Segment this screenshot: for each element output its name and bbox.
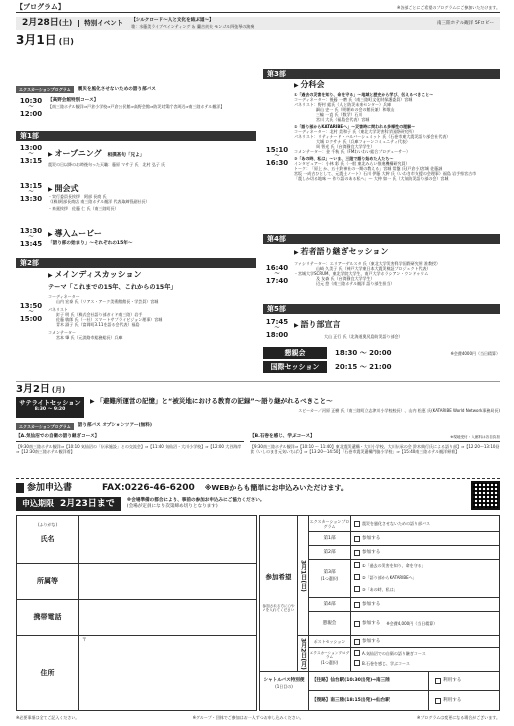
s3-l4: 「震しか切る地味 〜 作り語のある私へ」〜 大仲 如一 氏（大気防災語り部の会）宮城 [294,175,449,181]
satellite-title: 「避難所運営の記憶」と“被災地における教育の記録”〜語り継がれるべきこと〜 [96,397,333,405]
feb28-row [16,17,500,30]
apply-fax: FAX:0226-46-6200 [102,482,195,493]
s1-option: ①「過去の災害を知り、命を守る」 [362,562,426,568]
mar2-dow: (月) [51,386,66,394]
courseA-checkbox[interactable] [354,650,360,656]
opening-desc: 震災の日以降のお時後句った天職：藤原 マサ子 氏 北村 弘子 氏 [48,161,166,167]
excursion-header [16,85,256,94]
part2-p1: 釘子 明 氏（株式会社語り部ガイド南三陸）岩手 [56,312,143,318]
excursion-time-start: 10:30 [19,97,43,105]
ceremony-l3: ・来賓挨拶 佐藤 仁 氏（南三陸町長） [48,205,119,211]
address-input[interactable] [79,636,256,710]
cut-line [16,478,500,479]
name-label-cell [17,516,79,564]
satellite-row [16,397,500,418]
satellite-box [16,397,84,418]
satellite-time: 8:30 〜 9:20 [34,407,66,413]
ceremony-l2: （(株)阿部長商店 南三陸ホテル観洋 代表取締役副社長） [48,198,150,204]
part4-l2: 山崎 久美子 氏（神戸大学東日本大震災検証プロジェクト代表） [316,265,431,271]
shuttle-back-use: 利用する [443,697,462,703]
special-event-label: 特別イベント [78,20,123,28]
part2-p3: 青木 淑子 氏（富岡町3.11を語る会代表）福島 [56,322,140,328]
phone-label: 携帯電話 [33,613,62,622]
footer-notes [16,715,500,720]
movie-sub: 「語り部の始まり」〜それぞれの15年〜 [48,240,133,246]
feb28-venue: 南三陸ホテル観洋 5Fロビー [436,20,494,26]
intl-row [263,361,500,373]
postsession-join: 参加する [362,638,381,644]
exc2-label: エクスカーションプログラム [309,651,350,660]
part2-comment: 宮本 肇 氏（元淡路市総務総長）兵庫 [56,335,123,341]
s3-option: ③「あの時、私は」 [362,586,398,592]
wish-note: 参加される方に○や✓を入れてください [262,603,295,613]
movie-time: 13:30 〜 13:45 [19,227,43,248]
org-label-cell [17,564,79,600]
wish-label: 参加希望 [265,573,292,581]
row-shuttle [260,671,499,710]
excursion-time-end: 12:00 [19,109,43,118]
s3-title: ③「あの時、私は」〜いま、三陸で語り始めた人たち〜 [294,155,394,161]
mar2-date: 3月2日 [16,384,50,395]
part2-label: 第2部 [309,546,351,560]
phone-input[interactable] [79,600,256,636]
s1-l3: 細山 史一 氏（明朝めの会の館長兼）和歌山 [316,106,395,112]
intl-label: 国際セッション [263,361,327,373]
bullet-icon: ▶ [294,249,299,256]
opening-time-end: 13:15 [19,156,43,165]
s1-l4: 三輪 一直 氏（数学）石川 [316,111,363,117]
shuttle-go: 【往路】仙台駅(10:30出発)⇒南三陸 [309,672,429,691]
party-time: 18:30 〜 20:00 [335,348,392,357]
mar2-heading [16,384,65,396]
excursion-desc: 【南三陸ホテル観洋⇒戸倉小学校⇒戸倉公民館⇒高野会館⇒防災対策庁舎周辺⇒南三陸ホテル観洋】 [48,103,225,109]
ceremony-title: 開会式 [54,184,79,193]
part3-label: 第3部 [323,570,336,575]
s2-option: ②「語り部からKATARIBEへ」 [362,574,417,580]
part3-header: 第3部 [263,69,500,79]
part4-checkbox[interactable] [354,602,360,608]
s3-l3: 宮坂 一成吉ひとして、元震士ノート）石川 伊藤 大幹 氏（いわき市支援の会理事）福島 岩手県宮古市 [294,170,477,176]
party-checkbox[interactable] [354,621,360,627]
bullet-icon: ▶ [90,398,95,405]
opening-body [48,149,256,167]
program-header [16,3,500,13]
courseB-title: 【B.石巻を感じ、学ぶコース】 [250,434,315,439]
ceremony-time: 13:15 〜 13:30 [19,182,43,203]
movie-title: 導入ムービー [54,229,102,238]
mar2-day-cell: 3月2日(月) [298,636,309,671]
footer-note2: ※グループ・団体でご参加はお一人ずつお申し込みください。 [192,715,304,720]
part3-time-end: 16:30 [265,158,289,167]
party-form-label: 懇親会 [309,612,351,636]
s1-l5: 宮川 大氏（福島会代表）宮城 [316,116,370,122]
deadline-note1: ※会場準備の都合により、事前の参加お申込みにご協力ください。 [126,498,265,504]
personal-info-form [16,515,257,711]
deadline-date: 2月23日まで [60,498,115,509]
shuttle-note: (1日目の) [275,683,293,689]
excursion-body [48,98,256,109]
exc-label: エクスカーションプログラム [309,516,351,532]
part3-body [294,80,500,181]
mar2-exc-label: エクスカーションプログラム [16,423,74,430]
phone-label-cell [17,600,79,636]
bullet-icon: ▶ [294,322,299,329]
part3-time: 15:10 〜 16:30 [265,146,289,167]
mar1-date: 3月1日 [16,33,57,47]
part2-theme: テーマ「これまでの15年、これからの15年」 [48,283,177,291]
part3-time-start: 15:10 [265,146,289,154]
row-part3 [309,560,499,598]
courseB-desc: 【9:30南三陸ホテル観洋⇒【10:10 〜 11:40】東北震災遺構・大川小学校、大川伝承の会 鈴木典行氏による語り部】⇒【12:20〜13:10昼食（いしのまき元気いちば）】⇒【13:20〜14:50】「石巻市震災遺構門脇小学校」⇒【15:40南三陸ホテル観洋帰着】 [250,443,500,454]
part2-join: 参加する [362,549,381,555]
part4-l5: 辺元 悠（南三陸ホテル観洋 語り部生担当） [316,280,395,286]
part4-label: 第4部 [309,598,351,612]
party-row [263,347,500,359]
satellite-speakers: スピーカー／河原 正樹 氏（南三陸町立志津川小学校校長）、山内 松恵 氏(KATARIBE World Network事務局長) [298,407,500,413]
postsession-label: ポストセッション [309,636,351,648]
org-input[interactable] [79,564,256,600]
movie-time-start: 13:30 [19,227,43,235]
party-label: 懇親会 [263,347,327,359]
s2-title: ②「語り部からKATARIBEへ」〜災害時に問われる多様性の理解〜 [294,123,416,129]
row-postsession [309,636,499,648]
ceremony-l1: ・実行委員長挨拶 阿部 長商 氏 [48,193,107,199]
row-part2 [309,546,499,560]
satellite-label: サテライトセッション [19,400,81,407]
apply-marker-icon [16,483,24,493]
deadline-note2: (会場が定員になり次第締め切りとなります) [126,504,218,509]
excursion-course: 【高野会館特別コース】 [48,98,99,103]
part5-body [294,320,500,339]
part4-l3: ・宮城大学SCRUM、東北学院大学生、南戸大学ホラシアン・ウンドゥリム [294,270,429,276]
courseB-option: B.石巻を感じ、学ぶコース [362,660,410,666]
footer-note1: ※必要事項は全てご記入ください。 [16,715,80,720]
row-exc [309,516,499,532]
excursion-title: 震災を風化させないための語り部バス [77,86,156,92]
bullet-icon: ▶ [48,186,53,193]
wish-label-cell [260,516,298,671]
part2-time-end: 15:00 [19,314,43,323]
part1-header: 第1部 [16,131,256,141]
courseB-box [250,434,500,454]
part4-join: 参加する [362,601,381,607]
part4-body [294,247,500,286]
part5-time-start: 17:45 [265,318,289,326]
s2-l4: 周 智光 氏（台湾静宜大学学生） [316,143,375,149]
row-party [309,612,499,636]
row-exc2 [309,648,499,671]
shuttle-go-use: 利用する [443,678,462,684]
part1-label: 第1部 [309,532,351,546]
part5-header: 第5部 [263,304,500,314]
shuttle-back-checkbox[interactable] [435,698,441,704]
s2-l2: パネリスト：リティナード・ハルバーシュミット 氏（石巻市東大震災語り部会社代表） [294,133,451,139]
part2-time-start: 13:50 [19,302,43,310]
part4-header: 第4部 [263,234,500,244]
exc2-note: (1つ選択) [320,659,339,665]
part4-l1: ファシリテーター：エリアーゲルスタ 氏（東北大学災害科学国際研究所 准教授） [294,260,441,266]
opening-title: オープニング [54,149,102,158]
s2-l1: コーディネーター：北村 美和子 氏（東北大学災害科学国際研究所） [294,128,417,134]
shuttle-back: 【復路】南三陸(18:15出発)⇒仙台駅 [309,691,429,710]
deadline-row [16,497,466,511]
furigana-label: (ふりがな) [37,522,58,527]
intl-time: 20:15 〜 21:00 [335,362,392,371]
org-label: 所属等 [37,577,58,586]
part4-time: 16:40 〜 17:40 [265,264,289,285]
s1-l2: パネリスト：野村 総氏（人と防災未来センター）兵庫 [294,101,392,107]
part5-time-end: 18:00 [265,330,289,339]
apply-label: 参加申込書 [27,482,73,493]
part1-checkbox[interactable] [354,536,360,542]
party-form-note: ※会費4,000円（当日精算） [386,621,438,626]
postsession-checkbox[interactable] [354,639,360,645]
row-part4 [309,598,499,612]
s1-title: ①「過去の災害を知り、命を守る」〜地域と歴史から学び、伝えるべきこと〜 [294,91,434,97]
s3-l2: トーク：「原上 か、五十鈴神社の一期の教える」宮城 常盤 氏(戸倉小)宮城 佐藤誠 [294,165,443,171]
address-label-cell [17,636,79,710]
part2-panel-label: パネリスト [48,307,68,313]
qr-code-icon[interactable] [471,481,500,510]
part3-title: 分科会 [300,80,325,89]
apply-header [16,482,466,494]
part5-title: 語り部宣言 [300,320,341,329]
row-part1 [309,532,499,546]
ceremony-body [48,184,256,211]
bullet-icon: ▶ [48,231,53,238]
shuttle-label: シャトルバス特別便 [263,678,305,683]
excursion-time: 10:30 〜 12:00 [19,97,43,118]
feb28-date: 2月28日 [22,18,59,29]
part2-body [48,270,256,340]
postal-mark: 〒 [82,638,87,643]
part2-coord: 山内 宏泰 氏（リアス・アーク美術館館長・学芸員）宮城 [56,299,159,305]
part4-title: 若者語り継ぎセッション [300,247,389,256]
deadline-label: 申込期限 [22,499,54,509]
opening-time-start: 13:00 [19,144,43,152]
part2-p2: 佐藤 敏郎 氏（一社）スマートサプライビジョン理事）宮城 [56,317,163,323]
courseA-box [16,434,244,454]
program-label: 【プログラム】 [16,3,65,12]
mar1-heading [16,33,74,47]
party-note: ※会費4000円（当日精算） [450,350,500,356]
part2-header: 第2部 [16,258,256,268]
movie-body [48,229,256,247]
s1-l1: コーディネーター：後藤 一磨 氏（南三陸町文化財保護委員）宮城 [294,96,413,102]
part2-checkbox[interactable] [354,550,360,556]
part2-time: 13:50 〜 15:00 [19,302,43,323]
s2-l3: 大城 ロクサナ 氏（兵庫フォーンコミュニティ代表） [316,138,410,144]
part4-time-end: 17:40 [265,276,289,285]
feb28-title: 【シルクロード〜人と文化を結ぶ道〜】 [131,18,214,24]
opening-time: 13:00 〜 13:15 [19,144,43,165]
mar2-exc-title: 語り部バス オプションツアー(無料) [77,423,152,429]
part5-time: 17:45 〜 18:00 [265,318,289,339]
courseB-checkbox[interactable] [354,660,360,666]
exc-option: 震災を風化させないための語り部バス [362,521,430,526]
movie-time-end: 13:45 [19,239,43,248]
mar1-dow: (日) [58,37,74,46]
excursion-label: エクスカーションプログラム [16,86,74,93]
part5-l1: 大山 正行 氏（北海道奥尻島防災語り部会） [324,333,403,339]
bullet-icon: ▶ [48,151,53,158]
part4-time-start: 16:40 [265,264,289,272]
part2-title: メインディスカッション [54,270,142,279]
courseA-option: A.気仙沼での自衛の語り継ぎコース [362,650,426,656]
participation-form [259,515,500,711]
ceremony-time-start: 13:15 [19,182,43,190]
feb28-detail: 歌：水藤美ライブペインティング ＆ 蘭吉貞夫 モンゴル四弦琴の演奏 [131,23,255,29]
deadline-box [16,497,121,511]
feb28-dow: (土) [58,19,73,28]
s2-l5: コメンテーター：金 千秋 氏（FMわいわい総合プロデューサー） [294,148,411,154]
s1-checkbox[interactable] [354,562,360,568]
opening-sub: 相撲甚句「兄よ」 [107,153,145,158]
program-note: ※各部ごとにご希望のプログラムにご参加いただけます。 [397,5,500,10]
part1-join: 参加する [362,535,381,541]
exc-checkbox[interactable] [354,521,360,527]
s2-checkbox[interactable] [354,574,360,580]
mar2-exc-row [16,421,500,431]
s3-checkbox[interactable] [354,586,360,592]
address-label: 住所 [40,668,55,677]
bullet-icon: ▶ [294,82,299,89]
courseA-title: 【A.気仙沼での自衛の語り継ぎコース】 [16,434,244,442]
shuttle-go-checkbox[interactable] [435,678,441,684]
name-label: 氏名 [40,535,55,543]
part4-l4: 及 友森 氏（台湾静宜大学学生） [316,275,375,281]
mar1-day-cell: 3月1日(日) [298,516,309,636]
footer-note3: ※プログラムは変更になる場合がございます。 [416,715,500,720]
part3-note: (1つ選択) [320,575,339,581]
party-join: 参加する [362,620,381,626]
courseA-desc: 【9:30南三陸ホテル観洋⇒【10:10 気仙沼の「伝承施設」との交流会】⇒【11:40 気仙沼・大川小学校】⇒【12:00 大谷海岸⇒【12:30南三陸ホテル観洋着】 [16,443,242,454]
name-input[interactable] [79,516,256,564]
part2-coord-label: コーディネーター [48,294,80,300]
courseB-note: ※現地受付・入館料は各自負担 [450,434,500,439]
ceremony-time-end: 13:30 [19,194,43,203]
s3-l1: インタビュアー：小林 彩 氏（一般 東北みらい推進機構研究員） [294,160,410,166]
part2-comment-label: コメンテーター [48,330,76,336]
bullet-icon: ▶ [48,272,53,279]
apply-web: ※WEBからも簡単にお申込みいただけます。 [204,483,348,492]
mar2-divider [16,381,500,382]
